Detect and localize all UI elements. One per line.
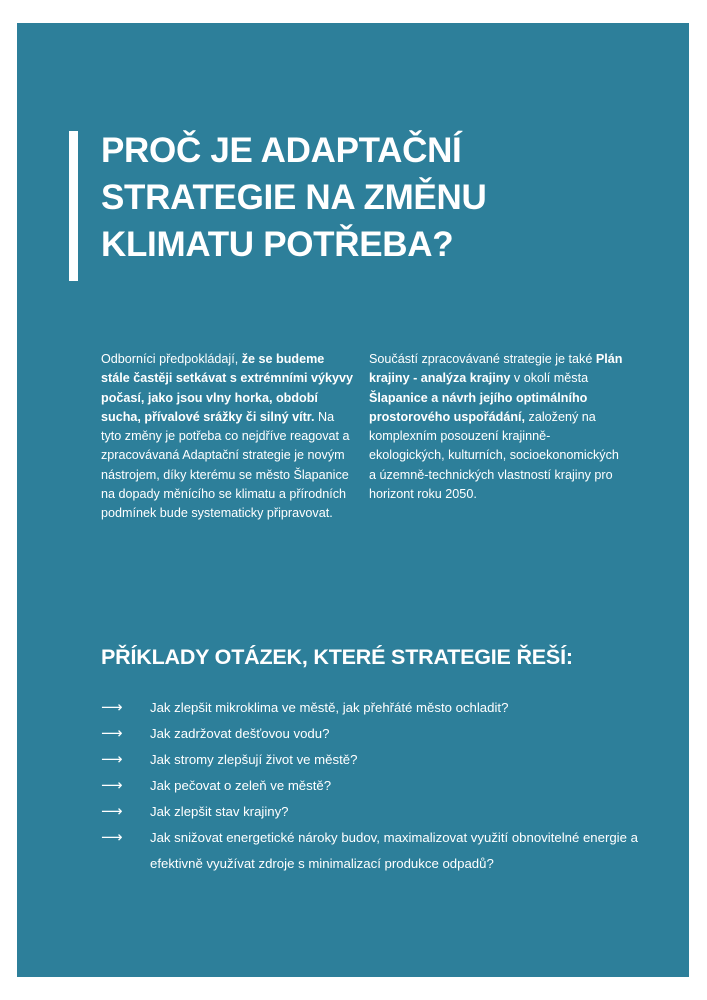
- intro-text-bold: že se budeme stále častěji setkávat s extrémními výkyvy počasí, jako jsou vlny horka, období sucha, přívalové srážky či silný vítr.: [101, 352, 354, 424]
- title-line-3: KLIMATU POTŘEBA?: [101, 225, 454, 264]
- plan-text-2: v okolí města: [510, 371, 589, 386]
- landscape-plan-paragraph: [369, 350, 625, 504]
- question-text: Jak zlepšit mikroklima ve městě, jak přehřáté město ochladit?: [150, 700, 509, 715]
- intro-text-2: Na tyto změny je potřeba co nejdříve reagovat a zpracovávaná Adaptační strategie je novým nástrojem, díky kterému se město Šlapanice na dopady měnícího se klimatu a přírodních podmínek bude systematicky připravovat.: [101, 409, 350, 521]
- title-line-2: STRATEGIE NA ZMĚNU: [101, 178, 487, 217]
- arrow-icon: ⟶: [101, 829, 123, 846]
- question-text: Jak snižovat energetické nároky budov, maximalizovat využití obnovitelné energie a efektivně využívat zdroje s minimalizací produkce odpadů?: [150, 830, 638, 871]
- title-accent-bar: [69, 131, 78, 281]
- page-title: [101, 127, 601, 268]
- questions-heading: PŘÍKLADY OTÁZEK, KTERÉ STRATEGIE ŘEŠÍ:: [101, 645, 573, 669]
- arrow-icon: ⟶: [101, 777, 123, 794]
- plan-text-1: Součástí zpracovávané strategie je také: [369, 352, 596, 366]
- question-text: Jak pečovat o zeleň ve městě?: [150, 778, 332, 793]
- plan-text-bold-2: Šlapanice a návrh jejího optimálního prostorového uspořádání,: [369, 390, 588, 424]
- question-text: Jak stromy zlepšují život ve městě?: [150, 752, 358, 767]
- questions-list: [101, 695, 661, 877]
- list-item: [101, 721, 661, 747]
- arrow-icon: ⟶: [101, 751, 123, 768]
- arrow-icon: ⟶: [101, 803, 123, 820]
- plan-text-3: založený na komplexním posouzení krajinně-ekologických, kulturních, socioekonomických a územně-technických vlastností krajiny pro horizont roku 2050.: [369, 409, 619, 502]
- list-item: [101, 799, 661, 825]
- list-item: [101, 695, 661, 721]
- intro-text-1: Odborníci předpokládají,: [101, 352, 242, 366]
- content-panel: [17, 23, 689, 977]
- intro-paragraph: [101, 350, 355, 524]
- question-text: Jak zadržovat dešťovou vodu?: [150, 726, 330, 741]
- arrow-icon: ⟶: [101, 699, 123, 716]
- plan-text-bold-1: Plán krajiny - analýza krajiny: [369, 352, 623, 386]
- arrow-icon: ⟶: [101, 725, 123, 742]
- list-item: [101, 773, 661, 799]
- title-line-1: PROČ JE ADAPTAČNÍ: [101, 131, 462, 170]
- list-item: [101, 825, 661, 877]
- list-item: [101, 747, 661, 773]
- question-text: Jak zlepšit stav krajiny?: [150, 804, 289, 819]
